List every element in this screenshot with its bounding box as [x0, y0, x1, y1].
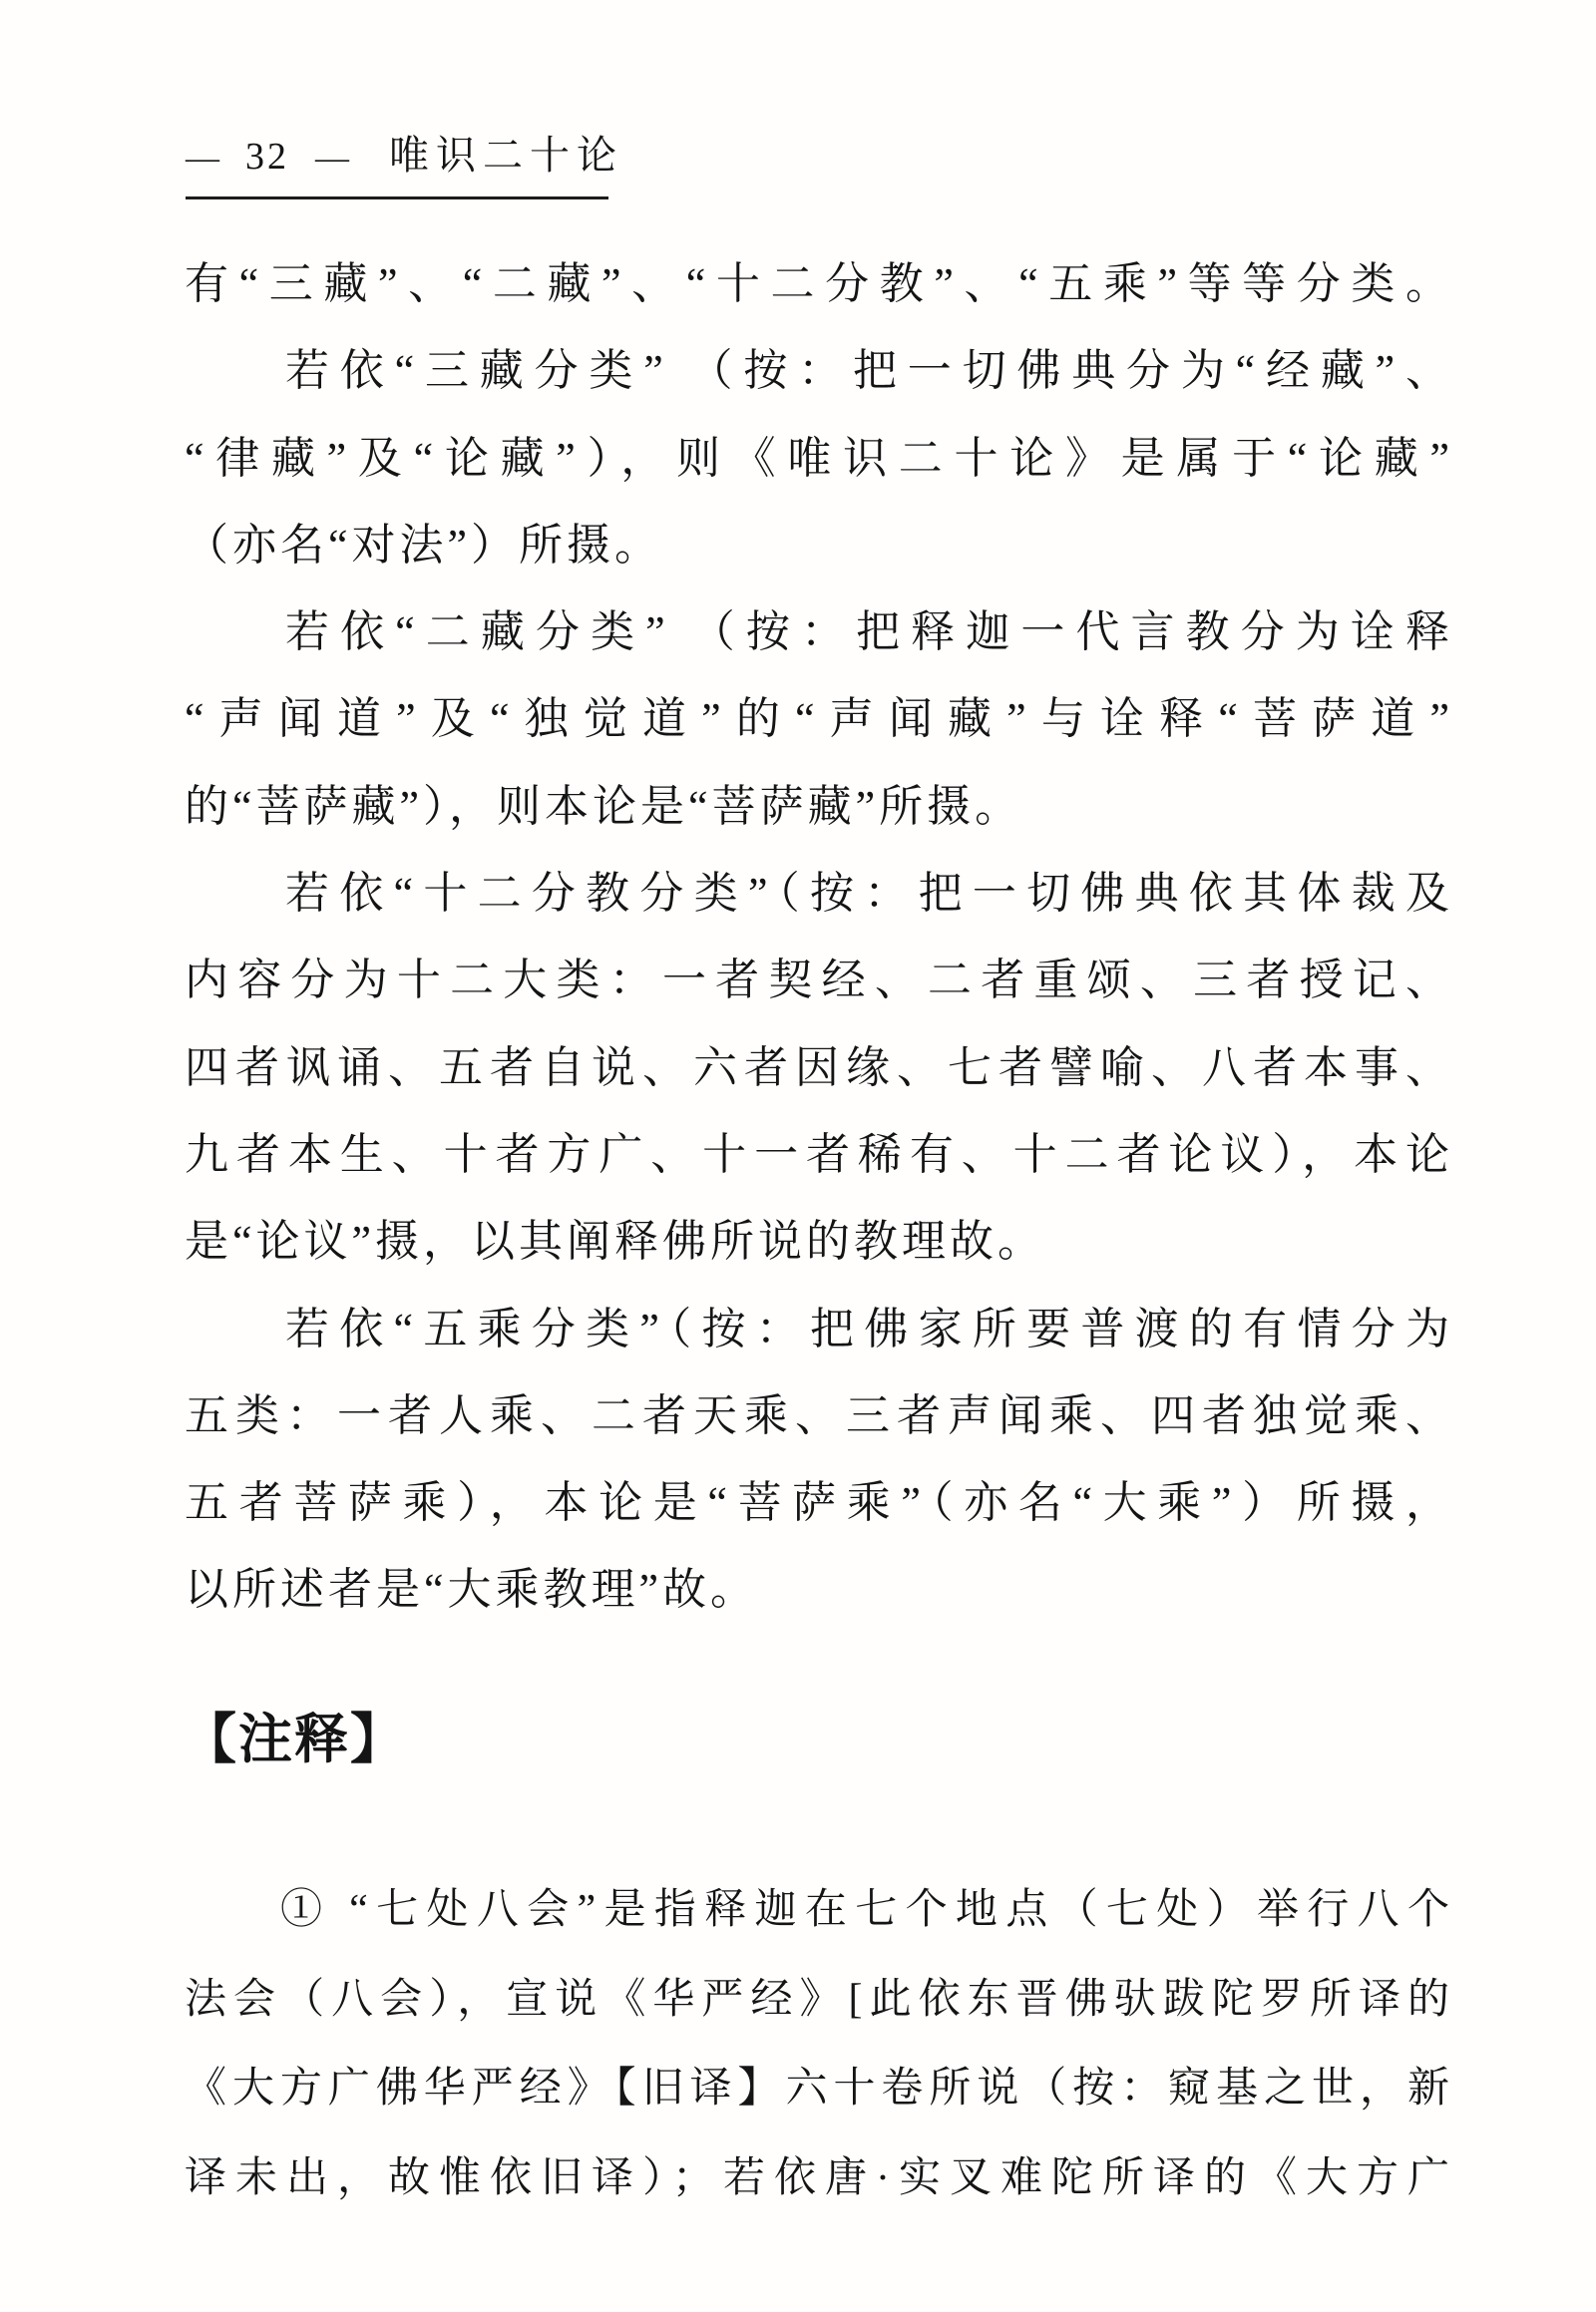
- body-text-line: “律藏”及“论藏”），则《唯识二十论》是属于“论藏”: [185, 433, 1453, 483]
- header-dash-right: —: [315, 140, 349, 177]
- body-text-line: 有“三藏”、“二藏”、“十二分教”、“五乘”等等分类。: [185, 259, 1453, 308]
- body-text-line: 若依“三藏分类” （按：把一切佛典分为“经藏”、: [285, 346, 1453, 396]
- footnote-text-line: 法会（八会），宣说《华严经》[此依东晋佛驮跋陀罗所译的: [185, 1976, 1453, 2023]
- body-text-line: 若依“二藏分类” （按：把释迦一代言教分为诠释: [285, 607, 1453, 657]
- body-text-line: 若依“十二分教分类”（按：把一切佛典依其体裁及: [285, 869, 1453, 919]
- body-text-line: 四者讽诵、五者自说、六者因缘、七者譬喻、八者本事、: [185, 1042, 1453, 1092]
- body-text-line: 的“菩萨藏”），则本论是“菩萨藏”所摄。: [185, 781, 1023, 831]
- book-title: 唯识二十论: [389, 133, 623, 178]
- footnote-text-line: 《大方广佛华严经》【旧译】六十卷所说（按：窥基之世，新: [185, 2066, 1453, 2112]
- body-text-line: （亦名“对法”）所摄。: [185, 520, 663, 570]
- body-text-line: 内容分为十二大类：一者契经、二者重颂、三者授记、: [185, 956, 1453, 1005]
- body-text-line: 五者菩萨乘），本论是“菩萨乘”（亦名“大乘”）所摄，: [185, 1478, 1453, 1528]
- body-text-line: 五类：一者人乘、二者天乘、三者声闻乘、四者独觉乘、: [185, 1390, 1453, 1440]
- footnotes-block: [185, 1866, 1453, 2223]
- body-text-line: “声闻道”及“独觉道”的“声闻藏”与诠释“菩萨道”: [185, 694, 1453, 744]
- page-header: [186, 124, 623, 199]
- main-text-block: [185, 240, 1453, 1634]
- body-text-line: 九者本生、十者方广、十一者稀有、十二者论议），本论: [185, 1129, 1453, 1179]
- footnote-text-line: 译未出，故惟依旧译）；若依唐·实叉难陀所译的《大方广: [185, 2154, 1453, 2201]
- body-text-line: 是“论议”摄，以其阐释佛所说的教理故。: [185, 1217, 1046, 1267]
- page-number: 32: [245, 136, 289, 178]
- body-text-line: 以所述者是“大乘教理”故。: [185, 1565, 759, 1615]
- notes-heading: 【注释】: [183, 1710, 406, 1769]
- body-text-line: 若依“五乘分类”（按：把佛家所要普渡的有情分为: [285, 1304, 1453, 1353]
- footnote-text-line: ① “七处八会”是指释迦在七个地点（七处）举行八个: [280, 1887, 1453, 1933]
- header-dash-left: —: [186, 140, 219, 177]
